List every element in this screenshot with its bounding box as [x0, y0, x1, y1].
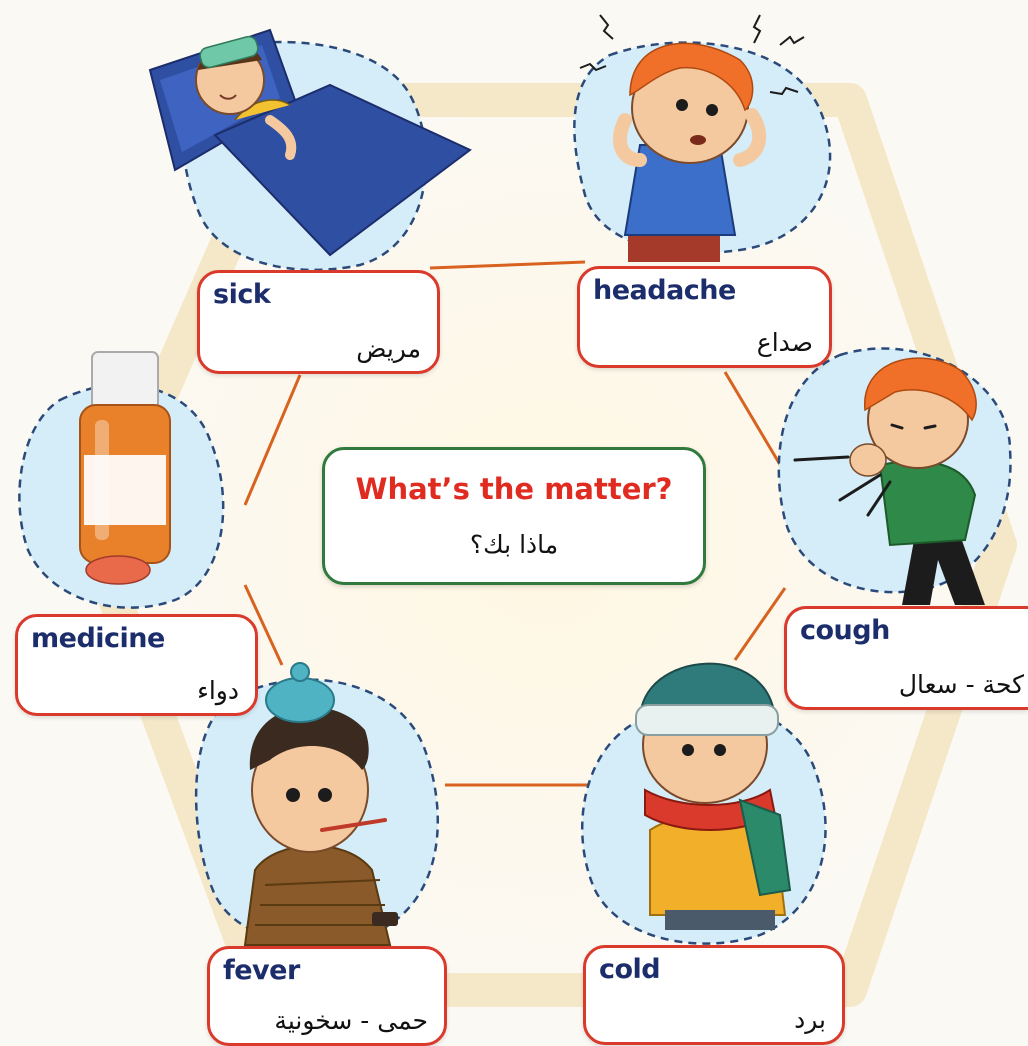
card-cough	[784, 606, 1028, 710]
word-english: sick	[213, 279, 271, 310]
word-arabic: برد	[794, 1005, 826, 1034]
word-english: cold	[599, 954, 661, 985]
word-english: headache	[593, 275, 736, 306]
center-question-card	[322, 447, 706, 585]
word-arabic: دواء	[197, 676, 239, 705]
card-cold	[583, 945, 845, 1045]
word-arabic: حمى - سخونية	[274, 1006, 428, 1035]
word-arabic: كحة - سعال	[898, 670, 1024, 699]
card-fever	[207, 946, 447, 1046]
question-title: What’s the matter?	[355, 472, 673, 506]
word-english: cough	[800, 615, 890, 646]
card-medicine	[15, 614, 258, 716]
card-sick	[197, 270, 440, 374]
word-arabic: صداع	[756, 328, 813, 357]
question-translation: ماذا بك؟	[469, 530, 559, 559]
word-english: medicine	[31, 623, 165, 654]
word-english: fever	[223, 955, 300, 986]
headache-boy-icon	[574, 15, 830, 262]
card-headache	[577, 266, 832, 368]
word-arabic: مريض	[356, 334, 421, 363]
